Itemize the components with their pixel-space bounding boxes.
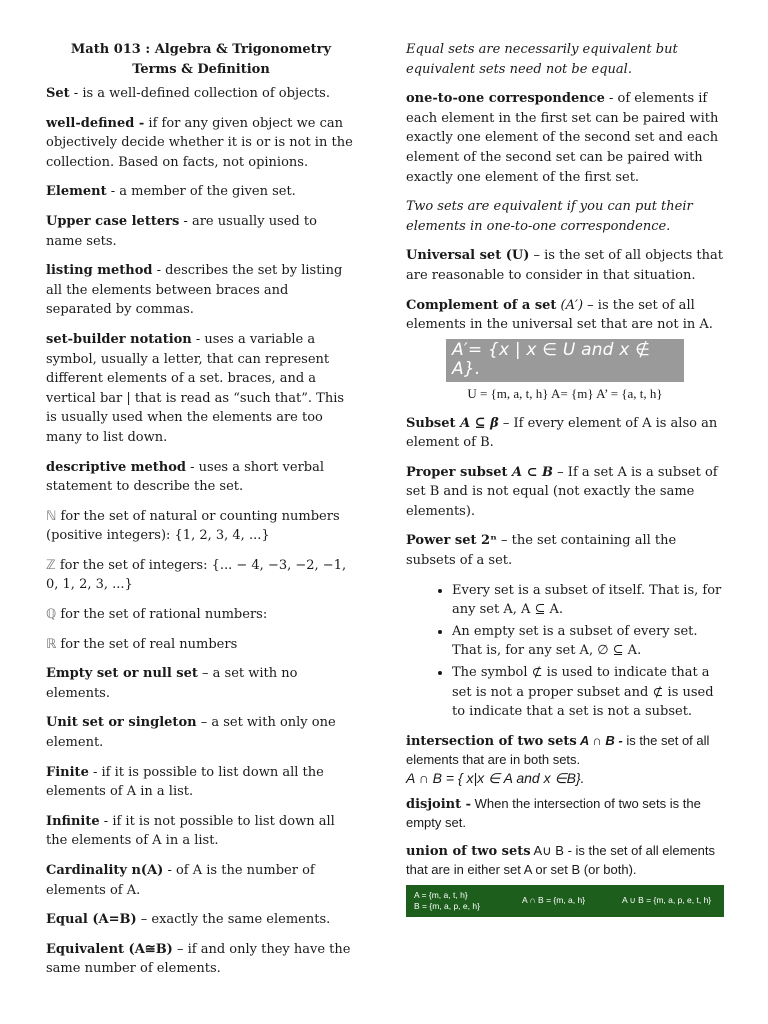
- example-union: A ∪ B = {m, a, p, e, t, h}: [622, 895, 712, 906]
- term: Upper case letters: [46, 213, 180, 229]
- equal-sets-note: Equal sets are necessarily equivalent but equivalent sets need not be equal.: [406, 42, 678, 77]
- title-line-1: Math 013 : Algebra & Trigonometry: [70, 42, 332, 57]
- definition-text: – a set with only one element.: [46, 715, 336, 751]
- definition-text: - if it is not possible to list down all the elements of A in a list.: [46, 813, 335, 849]
- definition-text: - of A is the number of elements of A.: [46, 863, 315, 898]
- definition-one-to-one: [406, 89, 724, 187]
- term: listing method: [46, 263, 153, 279]
- proper-subset-symbol: A ⊂ B: [512, 464, 554, 480]
- definition-proper-subset: [406, 463, 724, 522]
- term: Set: [46, 86, 70, 101]
- definition-text: – If every element of A is also an element of B.: [406, 415, 718, 451]
- definition-text: - is the set of all elements that are in either set A or set B (or both).: [406, 842, 715, 877]
- term: Complement of a set: [406, 297, 557, 313]
- definition-listing-method: [46, 261, 356, 320]
- term: Universal set (U): [406, 248, 530, 264]
- term: Element: [46, 184, 107, 200]
- example-set-a: A = {m, a, t, h}: [414, 889, 468, 900]
- example-intersection: A ∩ B = {m, a, h}: [522, 895, 586, 906]
- example-set-b: B = {m, a, p, e, h}: [414, 900, 480, 911]
- definition-equal: [46, 910, 356, 930]
- union-symbol: A∪ B: [530, 842, 564, 858]
- definition-text: - is a well-defined collection of objects.: [69, 86, 330, 101]
- right-column: [406, 40, 724, 917]
- definition-power-set: [406, 531, 724, 570]
- definition-disjoint: [406, 795, 724, 832]
- definition-text: – exactly the same elements.: [136, 912, 331, 928]
- term: descriptive method: [46, 459, 187, 475]
- definition-universal-set: [406, 246, 724, 285]
- list-item: • An empty set is a subset of every set. That is, for any set A, ∅ ⊆ A.: [452, 622, 724, 661]
- term: Infinite: [46, 813, 100, 829]
- definition-text: - are usually used to name sets.: [46, 213, 317, 249]
- term: union of two sets: [406, 843, 531, 859]
- definition-upper-case: [46, 212, 356, 251]
- term: disjoint -: [406, 796, 472, 812]
- definition-text: - a member of the given set.: [106, 184, 296, 200]
- complement-symbol: (A′): [556, 297, 584, 313]
- term: Equal (A=B): [46, 912, 137, 928]
- complement-formula: A′= {x | x ∈ U and x ∉ A}.: [446, 339, 684, 382]
- definition-set: [46, 84, 356, 104]
- definition-text: - uses a short verbal statement to describe the set.: [46, 459, 325, 495]
- title-line-2: Terms & Definition: [132, 62, 270, 77]
- term: set-builder notation: [46, 331, 192, 347]
- definition-text: for the set of real numbers: [56, 636, 238, 652]
- integers-symbol: ℤ: [46, 557, 56, 573]
- subset-symbol: A ⊆ β: [460, 415, 499, 431]
- definition-text: for the set of natural or counting numbers (positive integers): {1, 2, 3, 4, ...}: [46, 508, 340, 544]
- definition-well-defined: [46, 114, 356, 173]
- definition-subset: [406, 414, 724, 453]
- definition-element: [46, 182, 356, 202]
- example-sets: [414, 890, 516, 912]
- left-column: [46, 40, 356, 989]
- definition-text: – is the set of all objects that are reasonable to consider in that situation.: [406, 248, 723, 283]
- term: Proper subset: [406, 464, 513, 480]
- definition-set-builder: [46, 330, 356, 448]
- set-operations-example-box: [406, 885, 724, 917]
- definition-empty-set: [46, 664, 356, 703]
- definition-cardinality: [46, 861, 356, 900]
- intersection-formula: A ∩ B = { x|x ∈ A and x ∈B}.: [406, 769, 585, 786]
- definition-text: if for any given object we can objectively decide whether it is or is not in the collection. Based on facts, not opinions.: [46, 115, 353, 170]
- definition-text: - of elements if each element in the first set can be paired with exactly one element of the second set and each element of the second set can be paired with exactly one element of the first set.: [406, 91, 719, 185]
- intersection-symbol: A ∩ B -: [576, 732, 623, 748]
- definition-intersection: [406, 732, 724, 787]
- definition-complement: [406, 296, 724, 335]
- definition-text: - describes the set by listing all the elements between braces and separated by commas.: [46, 263, 343, 318]
- complement-example: U = {m, a, t, h} A= {m} A’ = {a, t, h}: [467, 385, 663, 401]
- definition-text: for the set of integers: {... − 4, −3, −2, −1, 0, 1, 2, 3, ...}: [46, 557, 347, 593]
- definition-text: for the set of rational numbers:: [56, 607, 268, 623]
- subset-properties-list: [406, 581, 724, 722]
- definition-rationals: [46, 605, 356, 625]
- definition-text: - if it is possible to list down all the elements of A in a list.: [46, 764, 324, 800]
- term: one-to-one correspondence: [406, 91, 605, 107]
- term: Empty set or null set: [46, 666, 198, 682]
- document-title: [46, 40, 356, 80]
- definition-descriptive-method: [46, 458, 356, 497]
- term: Cardinality n(A): [46, 863, 164, 878]
- definition-infinite: [46, 812, 356, 851]
- term: Subset: [406, 415, 461, 431]
- definition-text: – is the set of all elements in the universal set that are not in A.: [406, 297, 713, 333]
- definition-text: - uses a variable a symbol, usually a letter, that can represent different elements of a set. braces, and a vertical bar | that is read as “such that”. This is usually used when the elements are too many to list down.: [46, 331, 345, 445]
- rationals-symbol: ℚ: [46, 607, 57, 623]
- definition-naturals: [46, 507, 356, 546]
- definition-unit-set: [46, 713, 356, 752]
- term: intersection of two sets: [406, 733, 577, 749]
- equivalent-sets-note: Two sets are equivalent if you can put their elements in one-to-one correspondence.: [406, 199, 693, 234]
- term: well-defined -: [46, 115, 145, 131]
- definition-text: When the intersection of two sets is the empty set.: [406, 795, 701, 830]
- definition-text: – if and only they have the same number of elements.: [46, 941, 351, 977]
- definition-text: – If a set A is a subset of set B and is not equal (not exactly the same elements).: [406, 464, 718, 519]
- list-item: • The symbol ⊄ is used to indicate that a set is not a proper subset and ⊄ is used to indicate that a set is not a subset.: [452, 663, 724, 722]
- reals-symbol: ℝ: [46, 636, 57, 652]
- definition-text: – the set containing all the subsets of a set.: [406, 533, 677, 569]
- term: Finite: [46, 764, 89, 780]
- definition-text: is the set of all elements that are in both sets.: [406, 732, 710, 767]
- list-item: • Every set is a subset of itself. That is, for any set A, A ⊆ A.: [452, 581, 724, 620]
- definition-reals: [46, 635, 356, 655]
- term: Equivalent (A≅B): [46, 941, 173, 957]
- term: Power set 2ⁿ: [406, 533, 497, 549]
- definition-union: [406, 842, 724, 879]
- naturals-symbol: ℕ: [46, 508, 57, 524]
- definition-text: – a set with no elements.: [46, 666, 298, 701]
- definition-finite: [46, 763, 356, 802]
- term: Unit set or singleton: [46, 715, 197, 731]
- definition-equivalent: [46, 940, 356, 979]
- definition-integers: [46, 556, 356, 595]
